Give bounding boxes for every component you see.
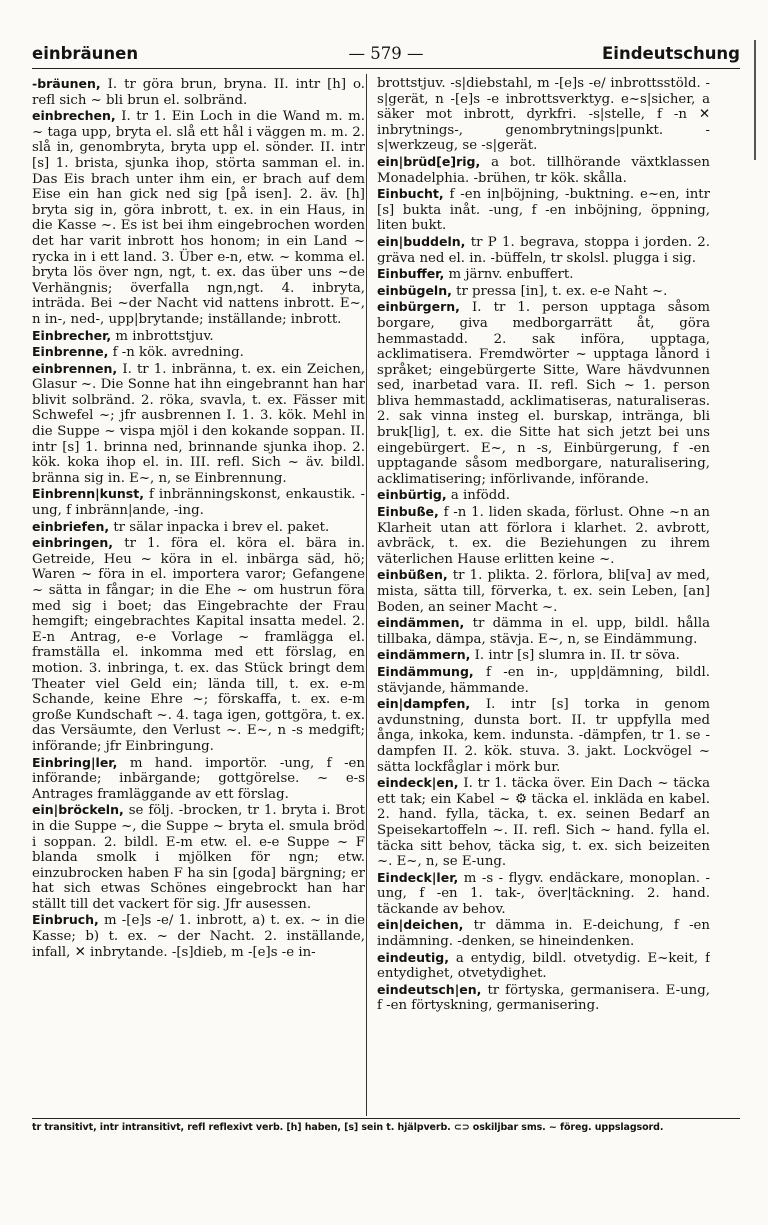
entry-definition: tr förtyska, germanisera. E-ung, f -en förtyskning, germanisering.	[377, 982, 710, 1014]
entry-headword: ein|dampfen,	[377, 696, 471, 712]
dictionary-entry	[377, 487, 710, 504]
entry-headword: Einbucht,	[377, 186, 444, 202]
entry-definition: a entydig, bildl. otvetydig. E~keit, f entydighet, otvetydighet.	[377, 950, 710, 982]
entry-definition: tr pressa [in], t. ex. e-e Naht ~.	[456, 283, 668, 299]
entry-headword: eindeutig,	[377, 949, 449, 965]
dictionary-entry	[32, 519, 365, 536]
dictionary-entry	[377, 283, 710, 300]
entry-definition: tr dämma in. E-deichung, f -en indämning. -denken, se hineindenken.	[377, 918, 710, 950]
entry-headword: eindeutsch|en,	[377, 981, 482, 997]
dictionary-entry	[32, 535, 365, 754]
entry-headword: einbringen,	[32, 535, 114, 551]
entry-definition: f -n 1. liden skada, förlust. Ohne ~n an Klarheit utan att förlora i klarhet. 2. avbrott, avbräck, t. ex. die Beziehungen zu ihrem väterlichen Hause erlitten keine ~.	[377, 505, 710, 567]
dictionary-entry	[377, 266, 710, 283]
entry-definition: m järnv. enbuffert.	[448, 267, 574, 283]
dictionary-entry	[377, 186, 710, 234]
entry-definition: brottstjuv. -s|diebstahl, m -[e]s -e/ inbrottsstöld. -s|gerät, n -[e]s -e inbrottsverktyg. e~s|sicher, a säker mot inbrott, dyrkfri. -s|stelle, f -n ✕ inbrytnings-, genombrytnings|punkt. -s|werkzeug, se -s|gerät.	[377, 76, 710, 154]
entry-definition: f inbränningskonst, enkaustik. -ung, f inbränn|ande, -ing.	[32, 487, 365, 519]
entry-definition: m hand. importör. -ung, f -en införande; inbärgande; gottgörelse. ~ e-s Antrages framläggande av ett förslag.	[32, 755, 365, 802]
entry-headword: Eindämmung,	[377, 663, 474, 679]
dictionary-entry	[32, 344, 365, 361]
dictionary-entry	[32, 755, 365, 803]
dictionary-entry	[32, 76, 365, 108]
entry-headword: eindeck|en,	[377, 775, 459, 791]
page-header	[32, 44, 740, 68]
dictionary-entry	[377, 504, 710, 567]
dictionary-entry	[32, 802, 365, 912]
dictionary-entry	[32, 912, 365, 960]
entry-headword: einbürtig,	[377, 487, 447, 503]
entry-headword: eindämmen,	[377, 615, 465, 631]
entry-headword: einbürgern,	[377, 299, 460, 315]
dictionary-entry	[377, 647, 710, 664]
dictionary-entry	[377, 982, 710, 1014]
entry-definition: m -[e]s -e/ 1. inbrott, a) t. ex. ~ in die Kasse; b) t. ex. ~ der Nacht. 2. inställande, infall, ✕ inbrytande. -[s]dieb, m -[e]s -e in-	[32, 913, 365, 960]
dictionary-entry	[377, 76, 710, 154]
entry-definition: tr dämma in el. upp, bildl. hålla tillbaka, dämpa, stävja. E~, n, se Eindämmung.	[377, 616, 710, 647]
entry-headword: Einbuße,	[377, 504, 439, 520]
page-number: — 579 —	[348, 44, 424, 63]
dictionary-entry	[377, 664, 710, 696]
entry-definition: I. tr göra brun, bryna. II. intr [h] o. refl sich ~ bli brun el. solbränd.	[32, 77, 365, 108]
dictionary-entry	[377, 950, 710, 982]
entry-definition: f -en in|böjning, -buktning. e~en, intr [s] bukta inåt. -ung, f -en inböjning, öppning, liten bukt.	[377, 187, 710, 234]
edge-mark	[754, 40, 762, 160]
entry-definition: I. tr 1. person upptaga såsom borgare, giva medborgarrätt åt, göra hemmastadd. 2. sak införa, upptaga, acklimatisera. Fremdwörter ~ upptaga lånord i språket; eingebürgerte Sitte, Ware hävdvunnen sed, inarbetad vara. II. refl. Sich ~ 1. person bliva hemmastadd, acklimatiseras, naturaliseras. 2. sak vinna insteg el. burskap, intränga, bli bruk[lig], t. ex. die Sitte hat sich jetzt bei uns eingebürgert. E~, n -s, Einbürgerung, f -en upptagande såsom medborgare, naturalisering, acklimatisering; införlivande, införande.	[377, 300, 710, 487]
entry-definition: I. tr 1. inbränna, t. ex. ein Zeichen, Glasur ~. Die Sonne hat ihn eingebrannt han har blivit solbränd. 2. röka, svavla, t. ex. Fässer mit Schwefel ~; jfr ausbrennen I. 1. 3. kök. Mehl in die Suppe ~ vispa mjöl i den kokande soppan. II. intr [s] 1. brinna ned, brinnande sjunka ihop. 2. kök. koka ihop el. in. III. refl. Sich ~ äv. bildl. bränna sig in. E~, n, se Einbrennung.	[32, 361, 365, 486]
entry-headword: ein|deichen,	[377, 917, 464, 933]
left-column	[32, 76, 365, 1116]
entry-definition: a infödd.	[450, 488, 511, 504]
entry-headword: Einbuffer,	[377, 266, 445, 282]
dictionary-entry	[377, 775, 710, 870]
footer-rule	[32, 1118, 740, 1119]
dictionary-entry	[377, 696, 710, 775]
dictionary-entry	[32, 361, 365, 487]
entry-headword: eindämmern,	[377, 647, 471, 663]
dictionary-entry	[32, 328, 365, 345]
dictionary-entry	[377, 154, 710, 186]
right-running-headword: Eindeutschung	[602, 44, 740, 63]
entry-definition: I. intr [s] torka in genom avdunstning, dunsta bort. II. tr uppfylla med ånga, inkoka, kem. indunsta. -dämpfen, tr 1. se -dampfen II. 2. kök. stuva. 3. jakt. Lockvögel ~ sätta lockfåglar i mörk bur.	[377, 697, 710, 775]
entry-headword: Einbring|ler,	[32, 754, 118, 770]
entry-definition: tr sälar inpacka i brev el. paket.	[113, 519, 330, 535]
entry-headword: ein|bröckeln,	[32, 802, 124, 818]
entry-headword: Einbrenn|kunst,	[32, 486, 144, 502]
entry-headword: ein|buddeln,	[377, 233, 466, 249]
entry-headword: einbrechen,	[32, 108, 116, 124]
entry-definition: se följ. -brocken, tr 1. bryta i. Brot in die Suppe ~, die Suppe ~ bryta el. smula bröd i soppan. 2. bildl. E-m etw. el. e-e Suppe ~ F blanda smolk i mjölken för ngn; etw. einzubrocken haben F ha sin [goda] bärgning; er hat sich etwas Schönes eingebrockt han har ställt till det vackert för sig. Jfr ausessen.	[32, 803, 365, 912]
entry-definition: tr 1. föra el. köra el. bära in. Getreide, Heu ~ köra in el. inbärga säd, hö; Waren ~ föra in el. importera varor; Gefangene ~ sätta in fångar; in die Ehe ~ om hustrun föra med sig i boet; das Eingebrachte der Frau hemgift; eingebrachtes Kapital insatta medel. 2. E-n Antrag, e-e Vorlage ~ framlägga el. framställa el. inkomma med ett förslag, en motion. 3. inbringa, t. ex. das Stück bringt dem Theater viel Geld ein; lända till, t. ex. e-m Schande, keine Ehre ~; förskaffa, t. ex. e-m große Kundschaft ~. 4. taga igen, gottgöra, t. ex. das Versäumte, den Verlust ~. E~, n -s medgift; införande; jfr Einbringung.	[32, 536, 365, 754]
entry-definition: f -en in-, upp|dämning, bildl. stävjande, hämmande.	[377, 664, 710, 696]
entry-headword: Eindeck|ler,	[377, 869, 459, 885]
entry-headword: einbriefen,	[32, 518, 110, 534]
abbreviation-legend: tr transitivt, intr intransitivt, refl reflexivt verb. [h] haben, [s] sein t. hjälpverb. ⊂⊃ oskiljbar sms. ~ föreg. uppslagsord.	[32, 1122, 664, 1133]
entry-headword: -bräunen,	[32, 76, 101, 91]
entry-definition: I. tr 1. täcka över. Ein Dach ~ täcka ett tak; ein Kabel ~ ⚙ täcka el. inkläda en kabel. 2. hand. fylla, täcka, t. ex. seinen Bedarf an Speisekartoffeln ~. II. refl. Sich ~ hand. fylla el. täcka sitt behov, täcka sig, t. ex. sich beizeiten ~. E~, n, se E-ung.	[377, 776, 710, 870]
entry-headword: ein|brüd[e]rig,	[377, 153, 481, 169]
entry-definition: I. intr [s] slumra in. II. tr söva.	[474, 648, 680, 664]
entry-definition: m inbrottstjuv.	[115, 328, 214, 344]
dictionary-entry	[377, 234, 710, 266]
dictionary-entry	[377, 615, 710, 647]
dictionary-entry	[377, 917, 710, 949]
entry-headword: Einbruch,	[32, 912, 99, 928]
entry-definition: I. tr 1. Ein Loch in die Wand m. m. ~ taga upp, bryta el. slå ett hål i väggen m. m. 2. slå in, genombryta, bryta upp el. sönder. II. intr [s] 1. brista, sjunka ihop, störta samman el. in. Das Eis brach unter ihm ein, er brach auf dem Eise ein han gick ned sig [på isen]. 2. äv. [h] bryta sig in, göra inbrott, t. ex. in ein Haus, in die Kasse ~. Es ist bei ihm eingebrochen worden det har varit inbrott hos honom; in ein Land ~ rycka in i ett land. 3. Über e-n, etw. ~ komma el. bryta lös över ngn, ngt, t. ex. das über uns ~de Verhängnis; överfalla ngn,ngt. 4. inbryta, inträda. Bei ~der Nacht vid nattens inbrott. E~, n in-, ned-, upp|brytande; inställande; inbrott.	[32, 109, 365, 327]
dictionary-entry	[377, 299, 710, 487]
entry-definition: a bot. tillhörande växtklassen Monadelphia. -brühen, tr kök. skålla.	[377, 154, 710, 186]
dictionary-entry	[377, 567, 710, 615]
header-rule	[32, 68, 740, 69]
entry-definition: tr 1. plikta. 2. förlora, bli[va] av med, mista, sätta till, förverka, t. ex. sein Leben, [an] Boden, an seiner Macht ~.	[377, 568, 710, 615]
column-divider	[366, 74, 367, 1116]
dictionary-entry	[32, 108, 365, 327]
left-running-headword: einbräunen	[32, 44, 139, 63]
dictionary-entry	[377, 870, 710, 918]
entry-headword: Einbrenne,	[32, 344, 109, 360]
entry-headword: einbügeln,	[377, 282, 452, 298]
entry-headword: einbrennen,	[32, 360, 118, 376]
entry-definition: m -s - flygv. endäckare, monoplan. -ung, f -en 1. tak-, över|täckning. 2. hand. täckande av behov.	[377, 870, 710, 917]
entry-headword: Einbrecher,	[32, 327, 112, 343]
entry-definition: tr P 1. begrava, stoppa i jorden. 2. gräva ned el. in. -büffeln, tr skolsl. plugga i sig.	[377, 234, 710, 266]
dictionary-entry	[32, 486, 365, 518]
entry-headword: einbüßen,	[377, 567, 448, 583]
entry-definition: f -n kök. avredning.	[112, 345, 244, 361]
right-column	[377, 76, 710, 1116]
